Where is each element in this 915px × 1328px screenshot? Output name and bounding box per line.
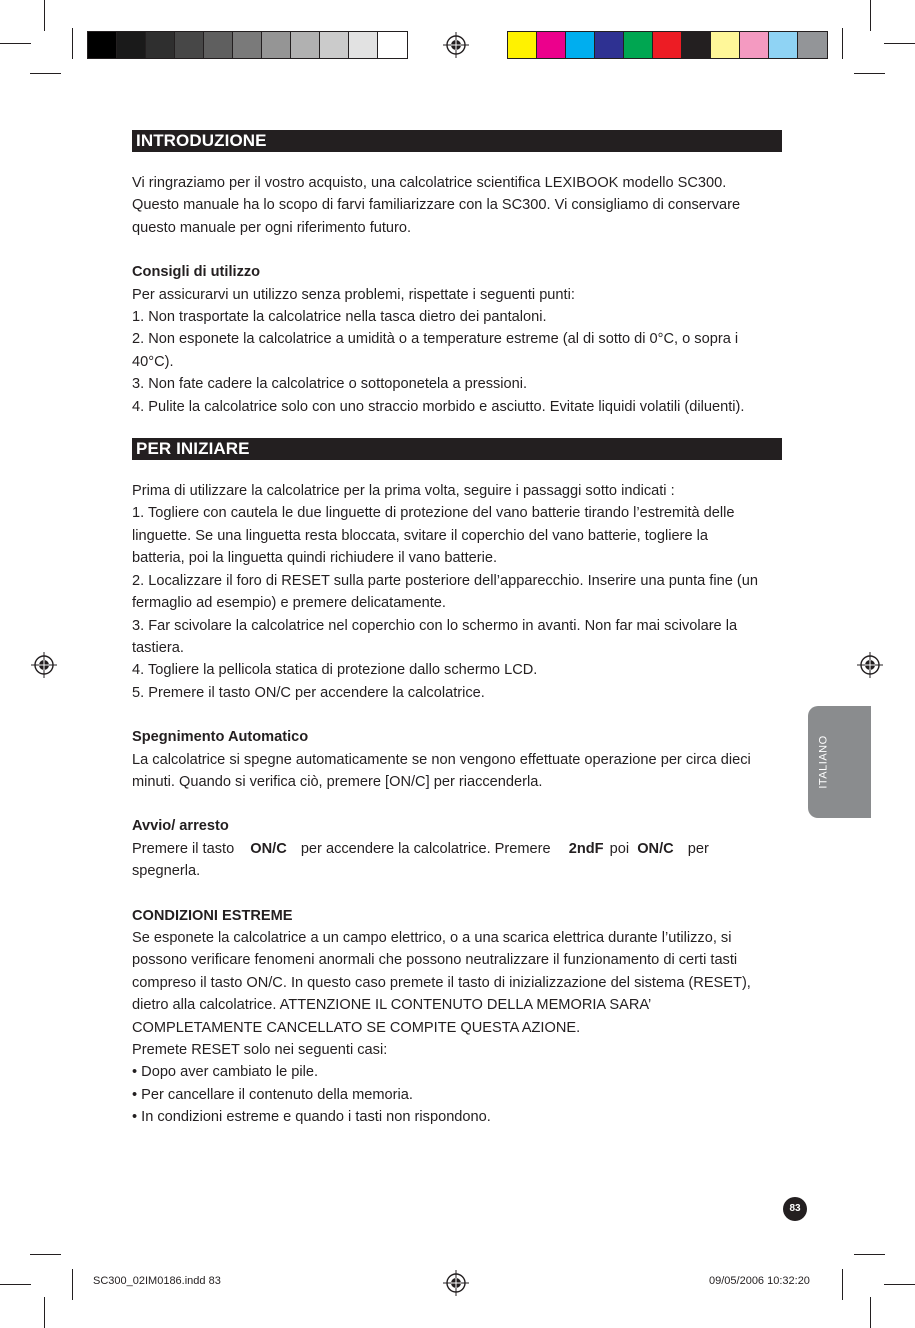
per-iniziare-line: 5. Premere il tasto ON/C per accendere la calcolatrice. bbox=[132, 684, 485, 701]
key-2ndf: 2ndF bbox=[568, 840, 604, 857]
footer-filename: SC300_02IM0186.indd 83 bbox=[93, 1275, 221, 1287]
condizioni-line: dietro alla calcolatrice. ATTENZIONE IL CONTENUTO DELLA MEMORIA SARA’ bbox=[132, 997, 652, 1014]
grayscale-color-bar bbox=[87, 31, 408, 59]
language-label: ITALIANO bbox=[818, 735, 830, 789]
footer-timestamp: 09/05/2006 10:32:20 bbox=[709, 1275, 810, 1287]
per-iniziare-line: linguette. Se una linguetta resta bloccata, svitare il coperchio del vano batterie, togliere la bbox=[132, 527, 708, 544]
spegnimento-paragraph bbox=[132, 749, 782, 794]
key-on-c: ON/C bbox=[250, 840, 287, 857]
gray-swatch bbox=[320, 32, 349, 58]
manual-page-content bbox=[132, 130, 782, 1129]
per-iniziare-line: Prima di utilizzare la calcolatrice per la prima volta, seguire i passaggi sotto indicati : bbox=[132, 483, 675, 500]
condizioni-line: Premete RESET solo nei seguenti casi: bbox=[132, 1042, 388, 1058]
subheading-spegnimento: Spegnimento Automatico bbox=[132, 729, 309, 746]
consigli-line: 4. Pulite la calcolatrice solo con uno straccio morbido e asciutto. Evitate liquidi volatili (diluenti). bbox=[132, 398, 745, 415]
crop-mark bbox=[72, 1269, 73, 1300]
condizioni-line: compreso il tasto ON/C. In questo caso premete il tasto di inizializzazione del sistema (RESET), bbox=[132, 974, 751, 991]
per-iniziare-line: fermaglio ad esempio) e premere delicatamente. bbox=[132, 595, 446, 612]
subheading-condizioni: CONDIZIONI ESTREME bbox=[132, 907, 293, 924]
gray-swatch bbox=[378, 32, 407, 58]
crop-mark bbox=[884, 43, 915, 44]
gray-swatch bbox=[349, 32, 378, 58]
registration-mark-icon bbox=[443, 32, 469, 58]
consigli-line: Per assicurarvi un utilizzo senza problemi, rispettate i seguenti punti: bbox=[132, 286, 575, 303]
crop-mark bbox=[854, 73, 885, 74]
registration-mark-icon bbox=[31, 652, 57, 678]
crop-mark bbox=[870, 1297, 871, 1328]
page-number: 83 bbox=[783, 1197, 807, 1221]
consigli-line: 40°C). bbox=[132, 353, 174, 370]
language-side-tab-label bbox=[808, 706, 840, 818]
gray-swatch bbox=[146, 32, 175, 58]
crop-mark bbox=[30, 73, 61, 74]
key-on-c: ON/C bbox=[637, 840, 674, 857]
per-iniziare-paragraph bbox=[132, 480, 782, 704]
intro-line: Questo manuale ha lo scopo di farvi familiarizzare con la SC300. Vi consigliamo di conservare bbox=[132, 197, 741, 214]
crop-mark bbox=[854, 1254, 885, 1255]
color-swatch bbox=[537, 32, 566, 58]
heading-per-iniziare: PER INIZIARE bbox=[132, 438, 782, 460]
per-iniziare-line: 3. Far scivolare la calcolatrice nel coperchio con lo schermo in avanti. Non far mai scivolare la bbox=[132, 617, 738, 634]
avvio-line: spegnerla. bbox=[132, 863, 201, 880]
process-color-bar bbox=[507, 31, 828, 59]
crop-mark bbox=[44, 0, 45, 31]
crop-mark bbox=[842, 1269, 843, 1300]
gray-swatch bbox=[117, 32, 146, 58]
spegnimento-line: La calcolatrice si spegne automaticamente se non vengono effettuate operazione per circa dieci bbox=[132, 751, 751, 768]
crop-mark bbox=[0, 1284, 31, 1285]
color-swatch bbox=[653, 32, 682, 58]
crop-mark bbox=[72, 28, 73, 59]
intro-line: questo manuale per ogni riferimento futuro. bbox=[132, 219, 412, 236]
gray-swatch bbox=[204, 32, 233, 58]
gray-swatch bbox=[291, 32, 320, 58]
color-swatch bbox=[624, 32, 653, 58]
heading-introduzione: INTRODUZIONE bbox=[132, 130, 782, 152]
avvio-text: Premere il tasto bbox=[132, 840, 235, 857]
gray-swatch bbox=[175, 32, 204, 58]
registration-mark-icon bbox=[443, 1270, 469, 1296]
spegnimento-line: minuti. Quando si verifica ciò, premere [ON/C] per riaccenderla. bbox=[132, 773, 543, 790]
color-swatch bbox=[508, 32, 537, 58]
crop-mark bbox=[30, 1254, 61, 1255]
color-swatch bbox=[566, 32, 595, 58]
condizioni-line: • In condizioni estreme e quando i tasti non rispondono. bbox=[132, 1109, 491, 1126]
crop-mark bbox=[44, 1297, 45, 1328]
subheading-consigli: Consigli di utilizzo bbox=[132, 264, 261, 281]
subheading-avvio: Avvio/ arresto bbox=[132, 818, 229, 835]
per-iniziare-line: tastiera. bbox=[132, 639, 184, 656]
condizioni-line: • Per cancellare il contenuto della memoria. bbox=[132, 1086, 413, 1103]
per-iniziare-line: 4. Togliere la pellicola statica di protezione dallo schermo LCD. bbox=[132, 662, 538, 679]
registration-mark-icon bbox=[857, 652, 883, 678]
consigli-line: 2. Non esponete la calcolatrice a umidità o a temperature estreme (al di sotto di 0°C, o sopra i bbox=[132, 331, 739, 348]
crop-mark bbox=[0, 43, 31, 44]
color-swatch bbox=[769, 32, 798, 58]
per-iniziare-line: 2. Localizzare il foro di RESET sulla parte posteriore dell’apparecchio. Inserire una punta fine (un bbox=[132, 572, 758, 589]
per-iniziare-line: batteria, poi la linguetta quindi richiudere il vano batterie. bbox=[132, 550, 498, 567]
intro-line: Vi ringraziamo per il vostro acquisto, una calcolatrice scientifica LEXIBOOK modello SC300. bbox=[132, 175, 727, 191]
gray-swatch bbox=[262, 32, 291, 58]
color-swatch bbox=[711, 32, 740, 58]
color-swatch bbox=[682, 32, 711, 58]
condizioni-line: possono verificare fenomeni anormali che possono neutralizzare il funzionamento di certi tasti bbox=[132, 952, 738, 969]
avvio-text: per bbox=[687, 840, 709, 857]
consigli-line: 1. Non trasportate la calcolatrice nella tasca dietro dei pantaloni. bbox=[132, 309, 547, 326]
crop-mark bbox=[842, 28, 843, 59]
color-swatch bbox=[740, 32, 769, 58]
avvio-text: per accendere la calcolatrice. Premere bbox=[300, 840, 551, 857]
condizioni-line: COMPLETAMENTE CANCELLATO SE COMPITE QUESTA AZIONE. bbox=[132, 1019, 581, 1036]
color-swatch bbox=[595, 32, 624, 58]
per-iniziare-line: 1. Togliere con cautela le due linguette di protezione del vano batterie tirando l’estremità delle bbox=[132, 505, 735, 522]
crop-mark bbox=[870, 0, 871, 31]
color-swatch bbox=[798, 32, 827, 58]
intro-paragraph bbox=[132, 172, 782, 239]
avvio-text: poi bbox=[609, 840, 630, 857]
condizioni-line: • Dopo aver cambiato le pile. bbox=[132, 1064, 319, 1081]
avvio-line bbox=[132, 838, 782, 860]
condizioni-paragraph bbox=[132, 927, 782, 1129]
consigli-paragraph bbox=[132, 284, 782, 418]
crop-mark bbox=[884, 1284, 915, 1285]
gray-swatch bbox=[88, 32, 117, 58]
condizioni-line: Se esponete la calcolatrice a un campo elettrico, o a una scarica elettrica durante l’utilizzo, si bbox=[132, 929, 732, 946]
consigli-line: 3. Non fate cadere la calcolatrice o sottoponetela a pressioni. bbox=[132, 376, 528, 393]
gray-swatch bbox=[233, 32, 262, 58]
